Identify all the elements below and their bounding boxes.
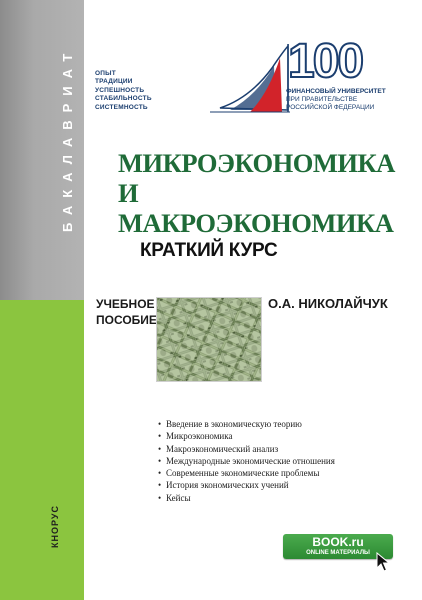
money-stack-image [156,297,262,382]
spine-green-bottom [0,525,84,600]
genre-line-2: ПОСОБИЕ [96,313,157,327]
bullet-icon: • [158,492,162,503]
value-item: СТАБИЛЬНОСТЬ [95,95,152,103]
book-subtitle: КРАТКИЙ КУРС [140,240,278,261]
bookru-sublabel: ONLINE МАТЕРИАЛЫ [306,550,370,556]
university-name-line: ФИНАНСОВЫЙ УНИВЕРСИТЕТ [286,88,386,95]
list-item: • Микроэкономика [158,431,233,442]
bullet-icon: • [158,431,162,442]
book-title-line-2: И МАКРОЭКОНОМИКА [118,178,394,238]
university-name-line: РОССИЙСКОЙ ФЕДЕРАЦИИ [286,104,375,111]
genre-line-1: УЧЕБНОЕ [96,297,155,311]
book-author: О.А. НИКОЛАЙЧУК [268,296,388,311]
bullet-icon: • [158,443,162,454]
mouse-cursor-icon [376,552,390,572]
book-genre [96,296,157,328]
logo-anniversary-number: 100 [288,35,363,88]
list-item: • Современные экономические проблемы [158,468,320,479]
value-item: ТРАДИЦИИ [95,78,133,86]
spine-green-section [0,300,84,525]
value-item: ОПЫТ [95,70,116,77]
list-item: • История экономических учений [158,480,289,491]
book-title [118,148,418,238]
list-item: • Введение в экономическую теорию [158,419,302,429]
bullet-icon: • [158,419,162,429]
topics-list [158,418,335,504]
list-item: • Кейсы [158,492,191,503]
book-spine [0,0,84,600]
series-label: БАКАЛАВРИАТ [60,45,75,232]
list-item: • Международные экономические отношения [158,455,335,466]
value-item: СИСТЕМНОСТЬ [95,103,148,111]
bullet-icon: • [158,468,162,479]
university-name [286,88,386,112]
bullet-icon: • [158,455,162,466]
values-list [95,70,152,112]
university-name-line: ПРИ ПРАВИТЕЛЬСТВЕ [286,96,358,103]
publisher-label: КНОРУС [50,505,60,548]
bullet-icon: • [158,480,162,491]
book-title-line-1: МИКРОЭКОНОМИКА [118,148,395,178]
list-item: • Макроэкономический анализ [158,443,279,454]
bookru-label: BOOK.ru [312,535,364,549]
value-item: УСПЕШНОСТЬ [95,86,145,94]
